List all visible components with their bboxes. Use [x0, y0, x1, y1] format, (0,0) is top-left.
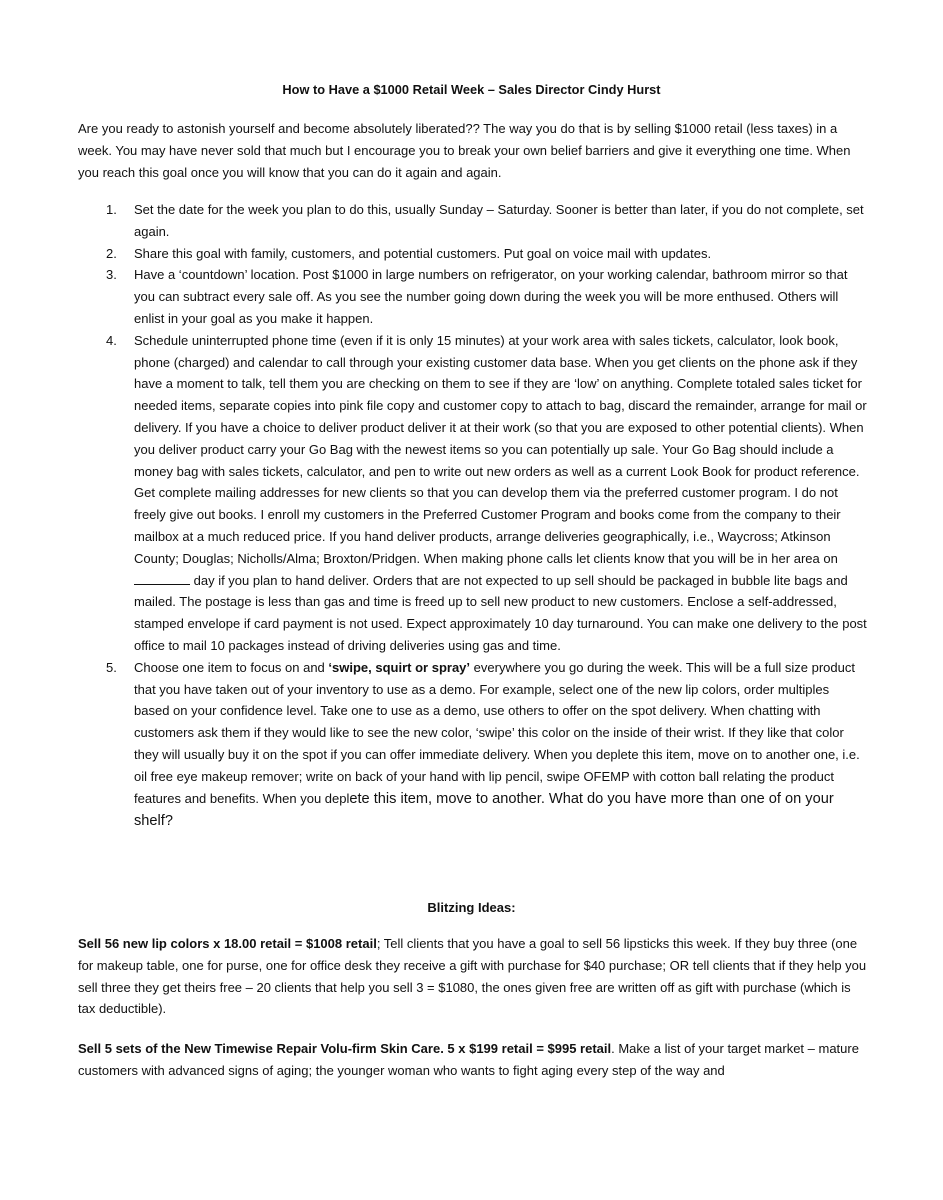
idea-paragraph: [78, 933, 868, 1020]
list-item-text: Choose one item to focus on and: [134, 659, 325, 675]
list-item: [78, 264, 868, 329]
list-item-text: Schedule uninterrupted phone time (even if it is only 15 minutes) at your work area with sales tickets, calculator, look book, phone (charged) and calendar to call through your existing customer data base. When you get clients on the phone ask if they have a moment to talk, tell them you are checking on them to see if they are ‘low’ on anything. Complete totaled sales ticket for needed items, separate copies into pink file copy and customer copy to attach to bag, discard the remainder, arrange for mail or delivery. If you have a choice to deliver product deliver it at their work (so that you are exposed to other potential clients). When you deliver product carry your Go Bag with the newest items so you can potentially up sale. Your Go Bag should include a money bag with sales tickets, calculator, and pen to write out new orders as well as a current Look Book for product reference. Get complete mailing addresses for new clients so that you can develop them via the preferred customer program. I do not freely give out books. I enroll my customers in the Preferred Customer Program and books come from the company to their mailbox at a much reduced price. If you hand deliver products, arrange deliveries geographically, i.e., Waycross; Atkinson County; Douglas; Nicholls/Alma; Broxton/Pridgen. When making phone calls let clients know that you will be in her area on: [134, 332, 867, 566]
section-heading-text: Blitzing Ideas: [427, 900, 512, 915]
document-title: How to Have a $1000 Retail Week – Sales Director Cindy Hurst: [282, 82, 661, 97]
idea-paragraph: [78, 1038, 868, 1082]
intro-paragraph: Are you ready to astonish yourself and become absolutely liberated?? The way you do that is by selling $1000 retail (less taxes) in a week. You may have never sold that much but I encourage you to break your own belief barriers and give it everything one time. When you reach this goal once you will know that you can do it again and again.: [78, 121, 851, 180]
list-item: [78, 243, 868, 265]
list-item-text: Share this goal with family, customers, and potential customers. Put goal on voice mail with updates.: [134, 245, 712, 261]
list-number: 1.: [106, 202, 117, 217]
list-item-text-large: ete this item, move to another. What do you have more than one of on your shelf?: [134, 790, 834, 830]
idea-text: ; Tell clients that you have a goal to sell 56 lipsticks this week. If they buy three (one for makeup table, one for purse, one for office desk they receive a gift with purchase for $40 purchase; OR tell clients that if they help you sell three they get theirs free – 20 clients that help you sell 3 = $1080, the ones given free are written off as gift with purchase (which is tax deductible).: [78, 936, 867, 1017]
idea-headline: Sell 5 sets of the New Timewise Repair Volu-firm Skin Care. 5 x $199 retail = $995 retail: [78, 1041, 612, 1056]
list-item: [78, 657, 868, 833]
list-item: [78, 330, 868, 657]
list-item-text: everywhere you go during the week. This will be a full size product that you have taken out of your inventory to use as a demo. For example, select one of the new lip colors, order multiples based on your confidence level. Take one to use as a demo, use others to offer on the spot delivery. When chatting with customers ask them if they would like to see the new color, ‘swipe’ this color on the inside of their wrist. If they like that color they will usually buy it on the spot if you can offer immediate delivery. When you deplete this item, move on to another one, i.e. oil free eye makeup remover; write on back of your hand with lip pencil, swipe OFEMP with cotton ball relating the product features and benefits. When you depl: [134, 659, 860, 806]
section-heading: [0, 897, 943, 919]
idea-text: . Make a list of your target market – mature customers with advanced signs of aging; the younger woman who wants to fight aging every step of the way and: [78, 1041, 859, 1078]
idea-headline: Sell 56 new lip colors x 18.00 retail = $1008 retail: [78, 936, 377, 951]
list-number: 5.: [106, 659, 117, 675]
list-item: [78, 199, 868, 243]
steps-list: [78, 199, 868, 833]
list-number: 3.: [106, 267, 117, 283]
list-number: 2.: [106, 245, 117, 261]
emphasis-text: ‘swipe, squirt or spray’: [328, 659, 471, 675]
list-item-text: Have a ‘countdown’ location. Post $1000 in large numbers on refrigerator, on your working calendar, bathroom mirror so that you can subtract every sale off. As you see the number going down during the week you will be more enthused. Others will enlist in your goal as you make it happen.: [134, 267, 848, 326]
list-item-text: day if you plan to hand deliver. Orders that are not expected to up sell should be packaged in bubble lite bags and mailed. The postage is less than gas and time is freed up to sell new product to new customers. Enclose a self-addressed, stamped envelope if card payment is not used. Expect approximately 10 day turnaround. You can make one delivery to the post office to mail 10 packages instead of driving deliveries using gas and time.: [134, 572, 867, 653]
fill-in-blank: [134, 572, 190, 585]
section-heading-colon: :: [511, 900, 516, 915]
list-number: 4.: [106, 332, 117, 348]
list-item-text: Set the date for the week you plan to do this, usually Sunday – Saturday. Sooner is better than later, if you do not complete, set again.: [134, 202, 864, 239]
